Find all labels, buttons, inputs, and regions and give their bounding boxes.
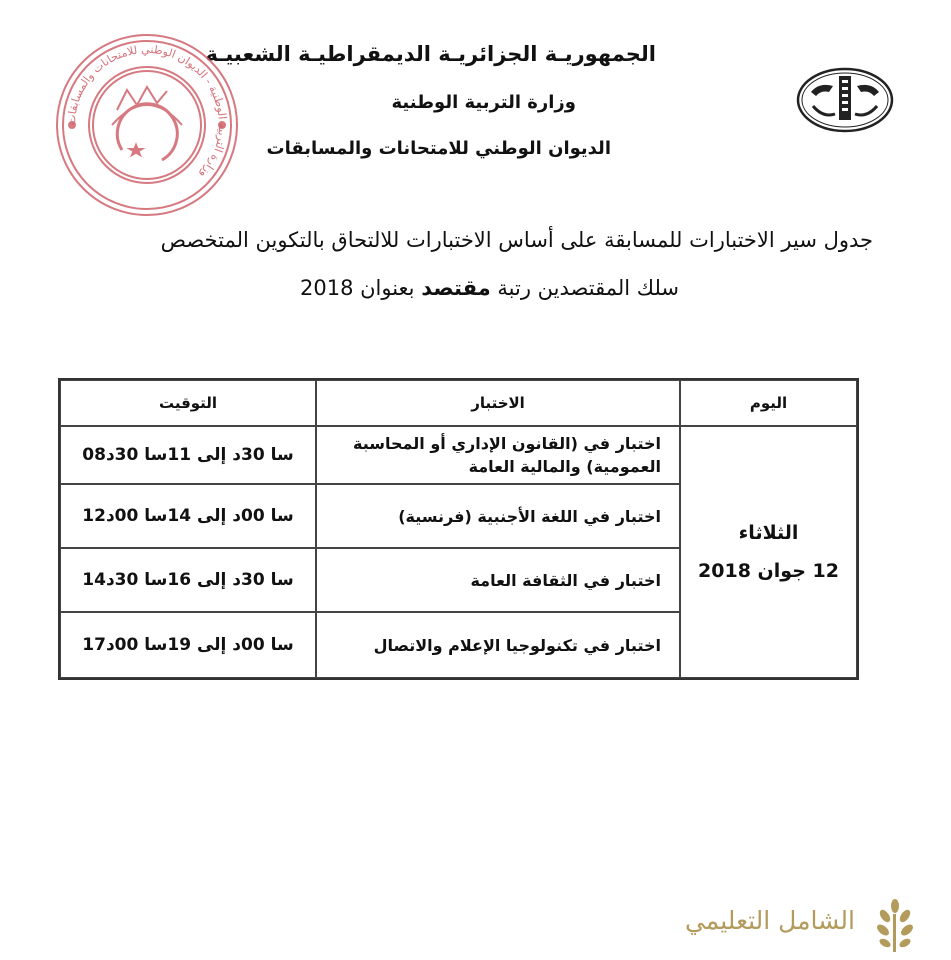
table-row-time: 08سا 30د إلى 11سا 30د xyxy=(60,426,316,484)
exam-date: 12 جوان 2018 xyxy=(698,560,839,582)
subtitle-part2: بعنوان 2018 xyxy=(299,276,422,300)
office-title: الديوان الوطني للامتحانات والمسابقات xyxy=(266,138,611,159)
ministry-seal-stamp xyxy=(52,30,242,220)
table-row-time: 12سا 00د إلى 14سا 00د xyxy=(60,484,316,548)
watermark-brand xyxy=(684,898,927,954)
onec-logo-icon xyxy=(795,66,895,134)
header-time: التوقيت xyxy=(60,380,316,426)
exam-name: اختبار في (القانون الإداري أو المحاسبة العمومية) والمالية العامة xyxy=(353,434,661,476)
watermark-text: الشامل التعليمي xyxy=(684,906,855,935)
exam-name: اختبار في الثقافة العامة xyxy=(470,570,661,590)
table-row-exam xyxy=(316,612,680,678)
table-row-time: 14سا 30د إلى 16سا 30د xyxy=(60,548,316,612)
header-day: اليوم xyxy=(680,380,857,426)
subtitle-grade: مقتصد xyxy=(421,276,491,300)
schedule-title: جدول سير الاختبارات للمسابقة على أساس الاختبارات للالتحاق بالتكوين المتخصص xyxy=(160,228,873,252)
ministry-title: وزارة التربية الوطنية xyxy=(391,92,576,113)
seal-text: وزارة التربية الوطنية - الديوان الوطني للامتحانات والمسابقات xyxy=(64,42,230,182)
exam-name: اختبار في اللغة الأجنبية (فرنسية) xyxy=(398,506,661,526)
subtitle-part1: سلك المقتصدين رتبة xyxy=(490,276,679,300)
republic-title: الجمهوريـة الجزائريـة الديمقراطيـة الشعبيـة xyxy=(205,42,656,66)
table-row-exam xyxy=(316,484,680,548)
table-row-time: 17سا 00د إلى 19سا 00د xyxy=(60,612,316,678)
schedule-subtitle xyxy=(300,276,679,300)
exam-name: اختبار في تكنولوجيا الإعلام والاتصال xyxy=(373,635,661,655)
table-row-exam xyxy=(316,426,680,484)
table-row-exam xyxy=(316,548,680,612)
tree-logo-icon xyxy=(871,898,919,954)
day-cell xyxy=(680,426,857,678)
exam-schedule-table xyxy=(58,378,859,680)
header-exam: الاختبار xyxy=(316,380,680,426)
weekday: الثلاثاء xyxy=(738,522,799,544)
